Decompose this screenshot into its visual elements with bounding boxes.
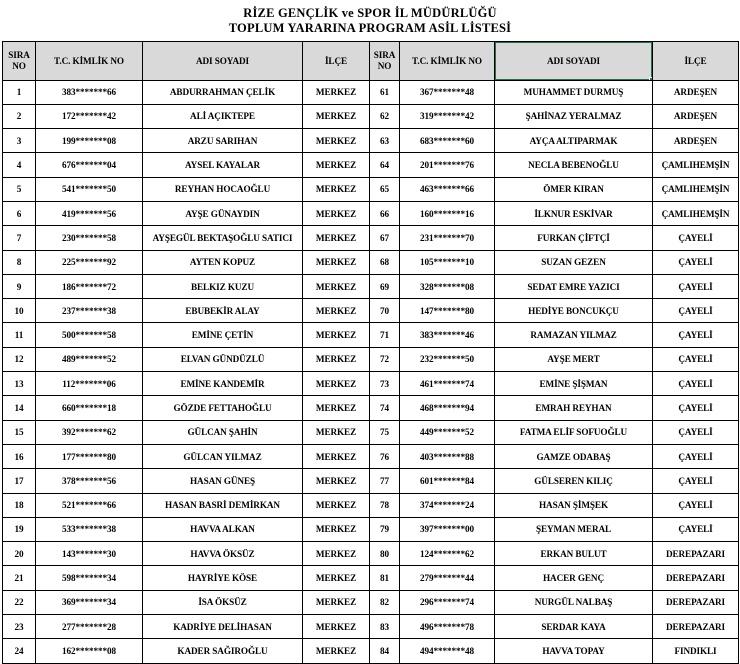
- cell-sira-no-left[interactable]: 3: [3, 129, 36, 153]
- table-row: [3, 469, 739, 493]
- cell-sira-no-right[interactable]: 80: [370, 542, 400, 566]
- cell-ilce-left[interactable]: MERKEZ: [303, 566, 370, 590]
- cell-ilce-left[interactable]: MERKEZ: [303, 177, 370, 201]
- cell-sira-no-left[interactable]: 8: [3, 250, 36, 274]
- cell-sira-no-right[interactable]: 71: [370, 323, 400, 347]
- cell-sira-no-left[interactable]: 19: [3, 517, 36, 541]
- cell-sira-no-left[interactable]: 23: [3, 615, 36, 639]
- cell-adi-soyadi-left[interactable]: ALİ AÇIKTEPE: [143, 104, 303, 128]
- cell-adi-soyadi-left[interactable]: AYTEN KOPUZ: [143, 250, 303, 274]
- cell-ilce-left[interactable]: MERKEZ: [303, 420, 370, 444]
- cell-tc-kimlik-no-right[interactable]: 232*******50: [400, 347, 495, 371]
- table-row: [3, 420, 739, 444]
- cell-tc-kimlik-no-right[interactable]: 147*******80: [400, 299, 495, 323]
- cell-adi-soyadi-left[interactable]: HASAN BASRİ DEMİRKAN: [143, 493, 303, 517]
- cell-adi-soyadi-right[interactable]: SUZAN GEZEN: [495, 250, 653, 274]
- cell-ilce-right[interactable]: DEREPAZARI: [653, 566, 739, 590]
- cell-ilce-left[interactable]: MERKEZ: [303, 226, 370, 250]
- table-row: [3, 177, 739, 201]
- cell-adi-soyadi-right[interactable]: ERKAN BULUT: [495, 542, 653, 566]
- cell-ilce-left[interactable]: MERKEZ: [303, 639, 370, 663]
- cell-sira-no-left[interactable]: 21: [3, 566, 36, 590]
- asil-listesi-table: [2, 41, 739, 664]
- table-row: [3, 396, 739, 420]
- cell-tc-kimlik-no-left[interactable]: 162*******08: [36, 639, 143, 663]
- cell-ilce-right[interactable]: DEREPAZARI: [653, 590, 739, 614]
- cell-ilce-left[interactable]: MERKEZ: [303, 323, 370, 347]
- cell-ilce-right[interactable]: ÇAYELİ: [653, 420, 739, 444]
- cell-ilce-left[interactable]: MERKEZ: [303, 615, 370, 639]
- cell-adi-soyadi-left[interactable]: HAYRİYE KÖSE: [143, 566, 303, 590]
- cell-tc-kimlik-no-right[interactable]: 683*******60: [400, 129, 495, 153]
- cell-ilce-right[interactable]: ÇAYELİ: [653, 444, 739, 468]
- cell-ilce-right[interactable]: ÇAYELİ: [653, 250, 739, 274]
- cell-ilce-left[interactable]: MERKEZ: [303, 299, 370, 323]
- cell-sira-no-right[interactable]: 79: [370, 517, 400, 541]
- table-row: [3, 542, 739, 566]
- cell-tc-kimlik-no-left[interactable]: 533*******38: [36, 517, 143, 541]
- cell-tc-kimlik-no-right[interactable]: 601*******84: [400, 469, 495, 493]
- cell-tc-kimlik-no-left[interactable]: 392*******62: [36, 420, 143, 444]
- header-sira-no-right-line1: SIRA: [373, 49, 396, 60]
- table-row: [3, 444, 739, 468]
- cell-sira-no-left[interactable]: 14: [3, 396, 36, 420]
- cell-tc-kimlik-no-right[interactable]: 463*******66: [400, 177, 495, 201]
- cell-tc-kimlik-no-right[interactable]: 105*******10: [400, 250, 495, 274]
- cell-ilce-right[interactable]: ARDEŞEN: [653, 104, 739, 128]
- table-row: [3, 129, 739, 153]
- cell-ilce-right[interactable]: DEREPAZARI: [653, 615, 739, 639]
- cell-tc-kimlik-no-right[interactable]: 461*******74: [400, 372, 495, 396]
- fill-handle[interactable]: [649, 77, 653, 81]
- cell-sira-no-left[interactable]: 6: [3, 201, 36, 225]
- cell-ilce-left[interactable]: MERKEZ: [303, 201, 370, 225]
- cell-sira-no-right[interactable]: 62: [370, 104, 400, 128]
- cell-adi-soyadi-right[interactable]: HACER GENÇ: [495, 566, 653, 590]
- cell-ilce-left[interactable]: MERKEZ: [303, 347, 370, 371]
- cell-sira-no-right[interactable]: 61: [370, 80, 400, 104]
- cell-sira-no-right[interactable]: 67: [370, 226, 400, 250]
- cell-sira-no-right[interactable]: 70: [370, 299, 400, 323]
- cell-tc-kimlik-no-right[interactable]: 397*******00: [400, 517, 495, 541]
- cell-ilce-right[interactable]: DEREPAZARI: [653, 542, 739, 566]
- cell-tc-kimlik-no-right[interactable]: 319*******42: [400, 104, 495, 128]
- cell-adi-soyadi-right[interactable]: SEDAT EMRE YAZICI: [495, 274, 653, 298]
- cell-sira-no-right[interactable]: 66: [370, 201, 400, 225]
- cell-ilce-right[interactable]: ÇAYELİ: [653, 517, 739, 541]
- cell-ilce-right[interactable]: ÇAYELİ: [653, 226, 739, 250]
- cell-tc-kimlik-no-right[interactable]: 296*******74: [400, 590, 495, 614]
- document-title: [0, 0, 740, 36]
- cell-adi-soyadi-right[interactable]: EMİNE ŞİŞMAN: [495, 372, 653, 396]
- cell-sira-no-left[interactable]: 12: [3, 347, 36, 371]
- cell-ilce-left[interactable]: MERKEZ: [303, 396, 370, 420]
- table-row: [3, 299, 739, 323]
- cell-tc-kimlik-no-left[interactable]: 199*******08: [36, 129, 143, 153]
- cell-adi-soyadi-left[interactable]: EBUBEKİR ALAY: [143, 299, 303, 323]
- cell-sira-no-right[interactable]: 78: [370, 493, 400, 517]
- cell-ilce-right[interactable]: ÇAYELİ: [653, 274, 739, 298]
- cell-sira-no-left[interactable]: 24: [3, 639, 36, 663]
- cell-sira-no-right[interactable]: 64: [370, 153, 400, 177]
- header-tc-kimlik-no-right[interactable]: T.C. KİMLİK NO: [400, 41, 495, 80]
- cell-sira-no-left[interactable]: 2: [3, 104, 36, 128]
- cell-tc-kimlik-no-left[interactable]: 378*******56: [36, 469, 143, 493]
- title-line-1: RİZE GENÇLİK ve SPOR İL MÜDÜRLÜĞÜ: [243, 6, 497, 20]
- cell-adi-soyadi-right[interactable]: ŞEYMAN MERAL: [495, 517, 653, 541]
- cell-tc-kimlik-no-left[interactable]: 186*******72: [36, 274, 143, 298]
- cell-adi-soyadi-right[interactable]: NECLA BEBENOĞLU: [495, 153, 653, 177]
- header-sira-no-right-line2: NO: [377, 60, 392, 71]
- cell-adi-soyadi-left[interactable]: REYHAN HOCAOĞLU: [143, 177, 303, 201]
- cell-ilce-left[interactable]: MERKEZ: [303, 129, 370, 153]
- cell-sira-no-left[interactable]: 16: [3, 444, 36, 468]
- cell-sira-no-right[interactable]: 69: [370, 274, 400, 298]
- cell-adi-soyadi-right[interactable]: HAVVA TOPAY: [495, 639, 653, 663]
- cell-tc-kimlik-no-left[interactable]: 383*******66: [36, 80, 143, 104]
- cell-adi-soyadi-left[interactable]: AYŞEGÜL BEKTAŞOĞLU SATICI: [143, 226, 303, 250]
- cell-tc-kimlik-no-right[interactable]: 367*******48: [400, 80, 495, 104]
- cell-adi-soyadi-right[interactable]: HASAN ŞİMŞEK: [495, 493, 653, 517]
- cell-adi-soyadi-right[interactable]: MUHAMMET DURMUŞ: [495, 80, 653, 104]
- cell-tc-kimlik-no-left[interactable]: 541*******50: [36, 177, 143, 201]
- table-row: [3, 493, 739, 517]
- cell-tc-kimlik-no-right[interactable]: 496*******78: [400, 615, 495, 639]
- cell-tc-kimlik-no-right[interactable]: 328*******08: [400, 274, 495, 298]
- cell-adi-soyadi-left[interactable]: BELKIZ KUZU: [143, 274, 303, 298]
- header-ilce-right[interactable]: İLÇE: [653, 41, 739, 80]
- cell-tc-kimlik-no-left[interactable]: 676*******04: [36, 153, 143, 177]
- cell-ilce-left[interactable]: MERKEZ: [303, 80, 370, 104]
- cell-tc-kimlik-no-left[interactable]: 143*******30: [36, 542, 143, 566]
- cell-tc-kimlik-no-left[interactable]: 521*******66: [36, 493, 143, 517]
- cell-sira-no-left[interactable]: 17: [3, 469, 36, 493]
- cell-adi-soyadi-left[interactable]: EMİNE KANDEMİR: [143, 372, 303, 396]
- table-header: [3, 41, 739, 80]
- cell-sira-no-right[interactable]: 81: [370, 566, 400, 590]
- cell-sira-no-left[interactable]: 7: [3, 226, 36, 250]
- table-row: [3, 250, 739, 274]
- header-row: [3, 41, 739, 80]
- cell-sira-no-left[interactable]: 13: [3, 372, 36, 396]
- cell-tc-kimlik-no-left[interactable]: 225*******92: [36, 250, 143, 274]
- cell-sira-no-right[interactable]: 75: [370, 420, 400, 444]
- header-adi-soyadi-left[interactable]: ADI SOYADI: [143, 41, 303, 80]
- cell-tc-kimlik-no-left[interactable]: 419*******56: [36, 201, 143, 225]
- table-row: [3, 201, 739, 225]
- header-adi-soyadi-right-label: ADI SOYADI: [546, 55, 601, 66]
- cell-sira-no-right[interactable]: 63: [370, 129, 400, 153]
- cell-sira-no-left[interactable]: 22: [3, 590, 36, 614]
- cell-adi-soyadi-left[interactable]: AYSEL KAYALAR: [143, 153, 303, 177]
- cell-sira-no-left[interactable]: 10: [3, 299, 36, 323]
- cell-ilce-right[interactable]: ÇAYELİ: [653, 347, 739, 371]
- cell-ilce-left[interactable]: MERKEZ: [303, 517, 370, 541]
- cell-ilce-left[interactable]: MERKEZ: [303, 493, 370, 517]
- cell-tc-kimlik-no-right[interactable]: 279*******44: [400, 566, 495, 590]
- cell-adi-soyadi-left[interactable]: GÖZDE FETTAHOĞLU: [143, 396, 303, 420]
- cell-sira-no-left[interactable]: 15: [3, 420, 36, 444]
- cell-sira-no-left[interactable]: 18: [3, 493, 36, 517]
- cell-adi-soyadi-left[interactable]: ABDURRAHMAN ÇELİK: [143, 80, 303, 104]
- cell-ilce-left[interactable]: MERKEZ: [303, 104, 370, 128]
- cell-ilce-left[interactable]: MERKEZ: [303, 153, 370, 177]
- table-row: [3, 153, 739, 177]
- cell-ilce-right[interactable]: ÇAYELİ: [653, 493, 739, 517]
- cell-adi-soyadi-left[interactable]: KADRİYE DELİHASAN: [143, 615, 303, 639]
- cell-ilce-right[interactable]: ÇAYELİ: [653, 396, 739, 420]
- cell-sira-no-left[interactable]: 1: [3, 80, 36, 104]
- cell-ilce-right[interactable]: ÇAYELİ: [653, 323, 739, 347]
- cell-adi-soyadi-left[interactable]: ELVAN GÜNDÜZLÜ: [143, 347, 303, 371]
- cell-adi-soyadi-left[interactable]: HASAN GÜNEŞ: [143, 469, 303, 493]
- cell-adi-soyadi-right[interactable]: ÖMER KIRAN: [495, 177, 653, 201]
- cell-ilce-left[interactable]: MERKEZ: [303, 274, 370, 298]
- cell-adi-soyadi-right[interactable]: ŞAHİNAZ YERALMAZ: [495, 104, 653, 128]
- cell-adi-soyadi-left[interactable]: HAVVA ÖKSÜZ: [143, 542, 303, 566]
- cell-sira-no-right[interactable]: 83: [370, 615, 400, 639]
- cell-ilce-right[interactable]: ARDEŞEN: [653, 129, 739, 153]
- cell-adi-soyadi-left[interactable]: GÜLCAN ŞAHİN: [143, 420, 303, 444]
- cell-sira-no-right[interactable]: 68: [370, 250, 400, 274]
- cell-tc-kimlik-no-right[interactable]: 374*******24: [400, 493, 495, 517]
- cell-adi-soyadi-left[interactable]: GÜLCAN YILMAZ: [143, 444, 303, 468]
- cell-adi-soyadi-right[interactable]: HEDİYE BONCUKÇU: [495, 299, 653, 323]
- cell-tc-kimlik-no-left[interactable]: 177*******80: [36, 444, 143, 468]
- table-row: [3, 274, 739, 298]
- cell-adi-soyadi-right[interactable]: AYÇA ALTIPARMAK: [495, 129, 653, 153]
- cell-adi-soyadi-left[interactable]: EMİNE ÇETİN: [143, 323, 303, 347]
- cell-ilce-left[interactable]: MERKEZ: [303, 590, 370, 614]
- cell-sira-no-right[interactable]: 65: [370, 177, 400, 201]
- cell-tc-kimlik-no-right[interactable]: 201*******76: [400, 153, 495, 177]
- cell-sira-no-left[interactable]: 4: [3, 153, 36, 177]
- cell-ilce-left[interactable]: MERKEZ: [303, 444, 370, 468]
- cell-adi-soyadi-right[interactable]: GÜLSEREN KILIÇ: [495, 469, 653, 493]
- cell-ilce-left[interactable]: MERKEZ: [303, 469, 370, 493]
- table-row: [3, 104, 739, 128]
- cell-adi-soyadi-left[interactable]: İSA ÖKSÜZ: [143, 590, 303, 614]
- cell-adi-soyadi-right[interactable]: FATMA ELİF SOFUOĞLU: [495, 420, 653, 444]
- cell-ilce-left[interactable]: MERKEZ: [303, 250, 370, 274]
- title-line-2: TOPLUM YARARINA PROGRAM ASİL LİSTESİ: [228, 20, 512, 35]
- cell-tc-kimlik-no-right[interactable]: 494*******48: [400, 639, 495, 663]
- cell-adi-soyadi-left[interactable]: KADER SAĞIROĞLU: [143, 639, 303, 663]
- header-sira-no-left[interactable]: [3, 41, 36, 80]
- cell-tc-kimlik-no-right[interactable]: 468*******94: [400, 396, 495, 420]
- cell-adi-soyadi-left[interactable]: HAVVA ALKAN: [143, 517, 303, 541]
- cell-sira-no-right[interactable]: 84: [370, 639, 400, 663]
- cell-tc-kimlik-no-right[interactable]: 403*******88: [400, 444, 495, 468]
- header-sira-no-left-line2: NO: [12, 60, 26, 71]
- cell-tc-kimlik-no-left[interactable]: 230*******58: [36, 226, 143, 250]
- cell-adi-soyadi-right[interactable]: NURGÜL NALBAŞ: [495, 590, 653, 614]
- cell-ilce-left[interactable]: MERKEZ: [303, 542, 370, 566]
- cell-tc-kimlik-no-left[interactable]: 112*******06: [36, 372, 143, 396]
- cell-ilce-right[interactable]: ÇAYELİ: [653, 469, 739, 493]
- cell-ilce-right[interactable]: FINDIKLI: [653, 639, 739, 663]
- header-tc-kimlik-no-left[interactable]: T.C. KİMLİK NO: [36, 41, 143, 80]
- cell-tc-kimlik-no-left[interactable]: 369*******34: [36, 590, 143, 614]
- cell-adi-soyadi-right[interactable]: FURKAN ÇİFTÇİ: [495, 226, 653, 250]
- cell-tc-kimlik-no-left[interactable]: 500*******58: [36, 323, 143, 347]
- table-row: [3, 226, 739, 250]
- table-row: [3, 372, 739, 396]
- cell-adi-soyadi-right[interactable]: RAMAZAN YILMAZ: [495, 323, 653, 347]
- cell-adi-soyadi-right[interactable]: İLKNUR ESKİVAR: [495, 201, 653, 225]
- sheet-area: [0, 41, 740, 664]
- header-sira-no-left-line1: SIRA: [8, 49, 30, 60]
- cell-ilce-left[interactable]: MERKEZ: [303, 372, 370, 396]
- table-row: [3, 347, 739, 371]
- header-sira-no-right[interactable]: [370, 41, 400, 80]
- cell-tc-kimlik-no-right[interactable]: 124*******62: [400, 542, 495, 566]
- cell-sira-no-left[interactable]: 9: [3, 274, 36, 298]
- table-row: [3, 80, 739, 104]
- cell-sira-no-left[interactable]: 11: [3, 323, 36, 347]
- table-row: [3, 590, 739, 614]
- cell-sira-no-right[interactable]: 77: [370, 469, 400, 493]
- table-row: [3, 323, 739, 347]
- cell-tc-kimlik-no-left[interactable]: 237*******38: [36, 299, 143, 323]
- table-row: [3, 615, 739, 639]
- table-body: [3, 80, 739, 663]
- cell-adi-soyadi-right[interactable]: AYŞE MERT: [495, 347, 653, 371]
- cell-tc-kimlik-no-left[interactable]: 660*******18: [36, 396, 143, 420]
- cell-adi-soyadi-right[interactable]: SERDAR KAYA: [495, 615, 653, 639]
- cell-tc-kimlik-no-right[interactable]: 160*******16: [400, 201, 495, 225]
- cell-tc-kimlik-no-left[interactable]: 172*******42: [36, 104, 143, 128]
- cell-sira-no-left[interactable]: 20: [3, 542, 36, 566]
- cell-adi-soyadi-right[interactable]: EMRAH REYHAN: [495, 396, 653, 420]
- cell-tc-kimlik-no-left[interactable]: 489*******52: [36, 347, 143, 371]
- cell-ilce-right[interactable]: ÇAYELİ: [653, 372, 739, 396]
- cell-sira-no-right[interactable]: 74: [370, 396, 400, 420]
- header-ilce-left[interactable]: İLÇE: [303, 41, 370, 80]
- cell-ilce-right[interactable]: ARDEŞEN: [653, 80, 739, 104]
- cell-ilce-right[interactable]: ÇAMLIHEMŞİN: [653, 177, 739, 201]
- header-adi-soyadi-right-selected[interactable]: [495, 41, 653, 80]
- cell-ilce-right[interactable]: ÇAMLIHEMŞİN: [653, 201, 739, 225]
- cell-sira-no-right[interactable]: 76: [370, 444, 400, 468]
- cell-tc-kimlik-no-right[interactable]: 383*******46: [400, 323, 495, 347]
- cell-adi-soyadi-right[interactable]: GAMZE ODABAŞ: [495, 444, 653, 468]
- cell-tc-kimlik-no-left[interactable]: 277*******28: [36, 615, 143, 639]
- cell-ilce-right[interactable]: ÇAYELİ: [653, 299, 739, 323]
- cell-sira-no-right[interactable]: 73: [370, 372, 400, 396]
- table-row: [3, 517, 739, 541]
- table-row: [3, 566, 739, 590]
- cell-tc-kimlik-no-right[interactable]: 449*******52: [400, 420, 495, 444]
- cell-tc-kimlik-no-right[interactable]: 231*******70: [400, 226, 495, 250]
- cell-sira-no-left[interactable]: 5: [3, 177, 36, 201]
- cell-adi-soyadi-left[interactable]: ARZU SARIHAN: [143, 129, 303, 153]
- cell-sira-no-right[interactable]: 72: [370, 347, 400, 371]
- cell-ilce-right[interactable]: ÇAMLIHEMŞİN: [653, 153, 739, 177]
- cell-sira-no-right[interactable]: 82: [370, 590, 400, 614]
- table-row: [3, 639, 739, 663]
- cell-adi-soyadi-left[interactable]: AYŞE GÜNAYDIN: [143, 201, 303, 225]
- cell-tc-kimlik-no-left[interactable]: 598*******34: [36, 566, 143, 590]
